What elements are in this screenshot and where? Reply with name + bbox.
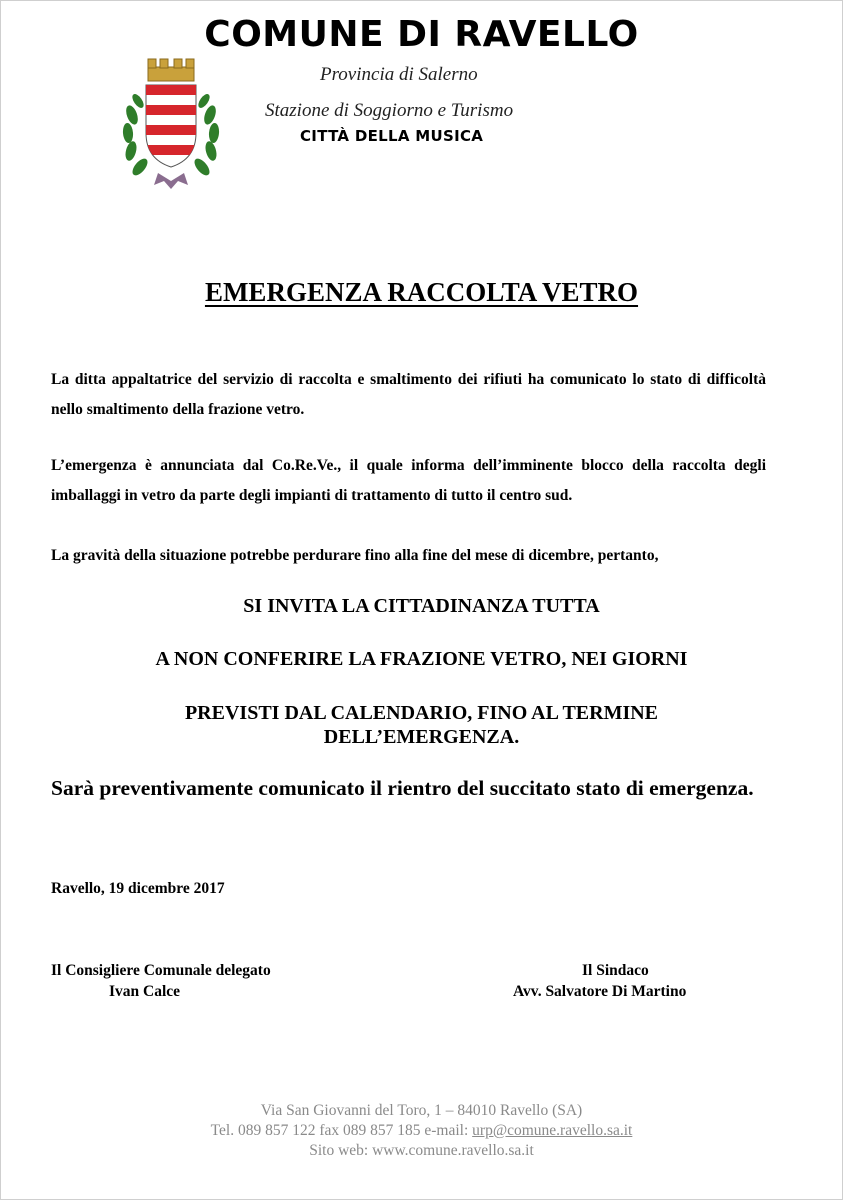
town-name: COMUNE DI RAVELLO: [204, 14, 639, 55]
footer-website: Sito web: www.comune.ravello.sa.it: [309, 1142, 534, 1159]
invitation-line-3a: PREVISTI DAL CALENDARIO, FINO AL TERMINE: [184, 702, 659, 724]
document-date: Ravello, 19 dicembre 2017: [51, 880, 225, 897]
music-city-subtitle: CITTÀ DELLA MUSICA: [300, 127, 484, 145]
paragraph-coreve: L’emergenza è annunciata dal Co.Re.Ve., il quale informa dell’imminente blocco della raccolta degli imballaggi in vetro da parte degli impianti di trattamento di tutto il centro sud.: [51, 457, 766, 504]
paragraph-duration: La gravità della situazione potrebbe perdurare fino alla fine del mese di dicembre, pertanto,: [51, 547, 659, 564]
notice-paragraph: Sarà preventivamente comunicato il rientro del succitato stato di emergenza.: [51, 776, 754, 800]
document-title-text: EMERGENZA RACCOLTA VETRO: [204, 277, 639, 307]
footer-phone-fax: Tel. 089 857 122 fax 089 857 185 e-mail:: [210, 1122, 473, 1139]
footer-contacts: [0, 1121, 843, 1141]
province-subtitle: Provincia di Salerno: [320, 64, 478, 85]
invitation-line-3b: DELL’EMERGENZA.: [323, 726, 520, 748]
invitation-line-3: [0, 701, 843, 749]
coat-of-arms-icon: [118, 55, 224, 191]
footer-email-link[interactable]: urp@comune.ravello.sa.it: [472, 1122, 633, 1139]
document-title: [0, 276, 843, 308]
tourism-station-subtitle: Stazione di Soggiorno e Turismo: [265, 100, 514, 121]
left-signatory-name: Ivan Calce: [109, 983, 181, 1000]
invitation-line-1: SI INVITA LA CITTADINANZA TUTTA: [243, 595, 600, 617]
right-signatory-role: Il Sindaco: [582, 962, 649, 979]
paragraph-contractor: La ditta appaltatrice del servizio di raccolta e smaltimento dei rifiuti ha comunicato lo stato di difficoltà nello smaltimento della frazione vetro.: [51, 371, 766, 418]
footer-address: Via San Giovanni del Toro, 1 – 84010 Ravello (SA): [260, 1102, 583, 1119]
right-signatory-name: Avv. Salvatore Di Martino: [513, 983, 687, 1000]
invitation-line-2: A NON CONFERIRE LA FRAZIONE VETRO, NEI GIORNI: [155, 648, 688, 670]
left-signatory-role: Il Consigliere Comunale delegato: [51, 962, 271, 979]
